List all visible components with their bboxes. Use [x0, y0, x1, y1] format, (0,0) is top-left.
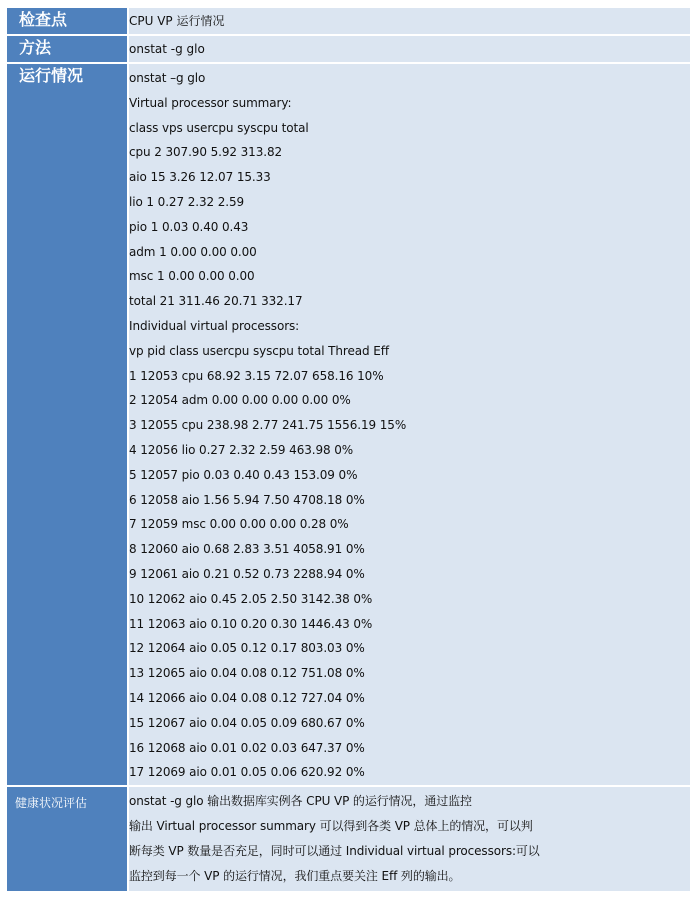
method-value: onstat -g glo — [128, 35, 690, 63]
row-check-point — [7, 8, 690, 35]
status-output-line: class vps usercpu syscpu total — [129, 120, 309, 135]
check-point-value: CPU VP 运行情况 — [128, 8, 690, 35]
status-output-line: 12 12064 aio 0.05 0.12 0.17 803.03 0% — [129, 641, 365, 656]
status-output-line: msc 1 0.00 0.00 0.00 — [129, 269, 255, 284]
status-output-line: 1 12053 cpu 68.92 3.15 72.07 658.16 10% — [129, 368, 384, 383]
status-output-line: 8 12060 aio 0.68 2.83 3.51 4058.91 0% — [129, 542, 365, 557]
status-output-line: 17 12069 aio 0.01 0.05 0.06 620.92 0% — [129, 765, 365, 780]
status-output-line: aio 15 3.26 12.07 15.33 — [129, 170, 271, 185]
row-method — [7, 35, 690, 63]
status-output-line: total 21 311.46 20.71 332.17 — [129, 294, 303, 309]
row-status — [7, 63, 690, 786]
health-text-line: 断每类 VP 数量是否充足，同时可以通过 Individual virtual processors:可以 — [129, 844, 540, 859]
status-lines — [129, 64, 690, 785]
status-output-line: 4 12056 lio 0.27 2.32 2.59 463.98 0% — [129, 442, 354, 457]
check-table — [7, 8, 690, 893]
status-output-line: Individual virtual processors: — [129, 318, 300, 333]
health-assessment — [128, 786, 690, 892]
status-output-line: 3 12055 cpu 238.98 2.77 241.75 1556.19 15% — [129, 418, 407, 433]
health-lines — [129, 789, 690, 889]
status-output-line: 13 12065 aio 0.04 0.08 0.12 751.08 0% — [129, 666, 365, 681]
status-output-line: 10 12062 aio 0.45 2.05 2.50 3142.38 0% — [129, 591, 373, 606]
status-output-line: adm 1 0.00 0.00 0.00 — [129, 244, 257, 259]
status-output-line: Virtual processor summary: — [129, 95, 292, 110]
status-output-line: 16 12068 aio 0.01 0.02 0.03 647.37 0% — [129, 740, 365, 755]
status-output-line: onstat –g glo — [129, 71, 206, 85]
health-text-line: 输出 Virtual processor summary 可以得到各类 VP 总体上的情况，可以判 — [129, 819, 533, 834]
status-output-line: vp pid class usercpu syscpu total Thread Eff — [129, 343, 389, 358]
status-output — [128, 63, 690, 786]
method-label: 方法 — [7, 35, 128, 63]
health-text-line: 监控到每一个 VP 的运行情况，我们重点要关注 Eff 列的输出。 — [129, 869, 461, 884]
status-output-line: 11 12063 aio 0.10 0.20 0.30 1446.43 0% — [129, 616, 373, 631]
row-health — [7, 786, 690, 892]
status-output-line: 14 12066 aio 0.04 0.08 0.12 727.04 0% — [129, 690, 365, 705]
health-label: 健康状况评估 — [7, 786, 128, 892]
status-label: 运行情况 — [7, 63, 128, 786]
status-output-line: 7 12059 msc 0.00 0.00 0.00 0.28 0% — [129, 517, 349, 532]
status-output-line: 6 12058 aio 1.56 5.94 7.50 4708.18 0% — [129, 492, 365, 507]
status-output-line: 9 12061 aio 0.21 0.52 0.73 2288.94 0% — [129, 566, 365, 581]
status-output-line: lio 1 0.27 2.32 2.59 — [129, 194, 245, 209]
check-point-label: 检查点 — [7, 8, 128, 35]
status-output-line: 2 12054 adm 0.00 0.00 0.00 0.00 0% — [129, 393, 351, 408]
status-output-line: 5 12057 pio 0.03 0.40 0.43 153.09 0% — [129, 467, 358, 482]
health-text-line: onstat -g glo 输出数据库实例各 CPU VP 的运行情况，通过监控 — [129, 794, 472, 809]
status-output-line: pio 1 0.03 0.40 0.43 — [129, 219, 249, 234]
status-output-line: 15 12067 aio 0.04 0.05 0.09 680.67 0% — [129, 715, 365, 730]
status-output-line: cpu 2 307.90 5.92 313.82 — [129, 145, 283, 160]
